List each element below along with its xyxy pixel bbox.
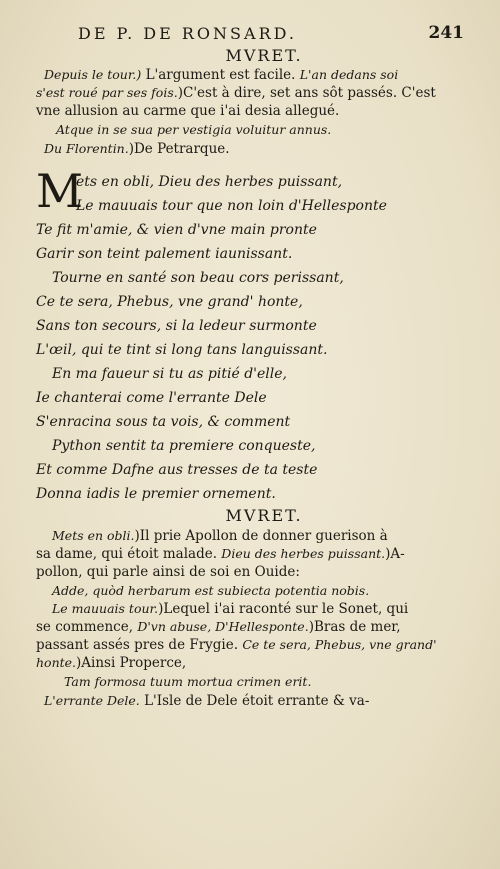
drop-capital: M bbox=[36, 164, 84, 218]
poem-line: Et comme Dafne aus tresses de ta teste bbox=[36, 462, 318, 478]
running-title: DE P. DE RONSARD. bbox=[78, 24, 297, 43]
commentary-line: Mets en obli.)Il prie Apollon de donner guerison à bbox=[52, 528, 388, 544]
poem-line: Sans ton secours, si la ledeur surmonte bbox=[36, 318, 317, 334]
quotation-line: Atque in se sua per vestigia voluitur annus. bbox=[56, 122, 332, 137]
commentary-line: Du Florentin.)De Petrarque. bbox=[44, 141, 230, 157]
poem-line: Te fit m'amie, & vien d'vne main pronte bbox=[36, 222, 317, 238]
poem-line: Ce te sera, Phebus, vne grand' honte, bbox=[36, 294, 303, 310]
poem-line: Ie chanterai come l'errante Dele bbox=[36, 390, 267, 406]
commentary-line: vne allusion au carme que i'ai desia allegué. bbox=[36, 103, 340, 119]
poem-line: L'œil, qui te tint si long tans languissant. bbox=[36, 342, 328, 358]
running-header bbox=[78, 23, 464, 46]
poem-line: S'enracina sous ta vois, & comment bbox=[36, 414, 291, 430]
poem-line: ets en obli, Dieu des herbes puissant, bbox=[76, 174, 343, 190]
quotation-line: Tam formosa tuum mortua crimen erit. bbox=[64, 674, 312, 689]
poem-line: Garir son teint palement iaunissant. bbox=[36, 246, 293, 262]
commentary-line: s'est roué par ses fois.)C'est à dire, set ans sôt passés. C'est bbox=[36, 85, 436, 101]
poem-line: Donna iadis le premier ornement. bbox=[36, 486, 276, 502]
commentary-line: passant assés pres de Frygie. Ce te sera, Phebus, vne grand' bbox=[36, 637, 437, 653]
poem-line: Le mauuais tour que non loin d'Hellesponte bbox=[76, 198, 387, 214]
quotation-line: Adde, quòd herbarum est subiecta potentia nobis. bbox=[52, 583, 370, 598]
commentary-line: se commence, D'vn abuse, D'Hellesponte.)Bras de mer, bbox=[36, 619, 401, 635]
commentary-line: Le mauuais tour.)Lequel i'ai raconté sur le Sonet, qui bbox=[52, 601, 409, 617]
commentary-line: sa dame, qui étoit malade. Dieu des herbes puissant.)A- bbox=[36, 546, 405, 562]
poem-line: Tourne en santé son beau cors perissant, bbox=[52, 270, 344, 286]
commentary-line: Depuis le tour.) L'argument est facile. L'an dedans soi bbox=[44, 67, 399, 83]
commentary-line: pollon, qui parle ainsi de soi en Ouide: bbox=[36, 564, 300, 580]
commentary-line: L'errante Dele. L'Isle de Dele étoit errante & va- bbox=[44, 693, 370, 709]
poem-line: Python sentit ta premiere conqueste, bbox=[52, 438, 316, 454]
section-caption-muret-1: MVRET. bbox=[225, 46, 303, 65]
commentary-line: honte.)Ainsi Properce, bbox=[36, 655, 187, 671]
page-number: 241 bbox=[428, 23, 464, 43]
poem-line: En ma faueur si tu as pitié d'elle, bbox=[52, 366, 287, 382]
section-caption-muret-2: MVRET. bbox=[225, 506, 303, 525]
